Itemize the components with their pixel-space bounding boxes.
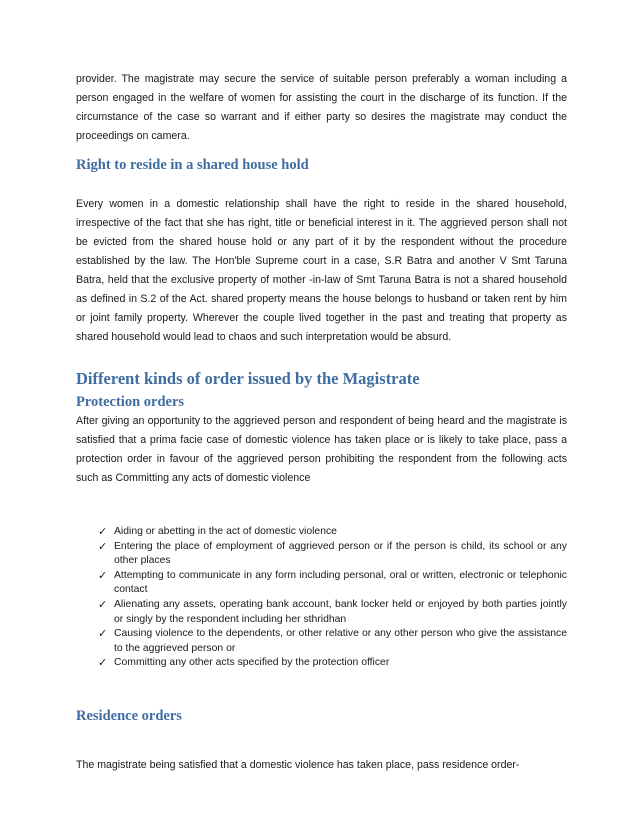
list-item	[98, 598, 567, 627]
list-item-text: Attempting to communicate in any form including personal, oral or written, electronic or telephonic contact	[114, 569, 567, 596]
heading-right-to-reside: Right to reside in a shared house hold	[76, 157, 309, 173]
protection-paragraph: After giving an opportunity to the aggrieved person and respondent of being heard and the magistrate is satisfied that a prima facie case of domestic violence has taken place or is likely to take place, pass a protection order in favour of the aggrieved person prohibiting the respondent from the following acts such as Committing any acts of domestic violence	[76, 415, 567, 484]
intro-paragraph: provider. The magistrate may secure the service of suitable person preferably a woman including a person engaged in the welfare of women for assisting the court in the discharge of its function. If the circumstance of the case so warrant and if either party so desires the magistrate may conduct the proceedings on camera.	[76, 73, 567, 142]
reside-paragraph: Every women in a domestic relationship shall have the right to reside in the shared household, irrespective of the fact that she has right, title or beneficial interest in it. The aggrieved person shall not be evicted from the shared house hold or any part of it by the respondent without the procedure established by the law. The Hon'ble Supreme court in a case, S.R Batra and another V Smt Taruna Batra, held that the exclusive property of mother -in-law of Smt Taruna Batra is not a shared household as defined in S.2 of the Act. shared property means the house belongs to husband or taken rent by him or joint family property. Wherever the couple lived together in the past and treating that property as shared household would lead to chaos and such interpretation would be absurd.	[76, 198, 567, 343]
heading-protection-orders: Protection orders	[76, 394, 185, 410]
list-item	[98, 627, 567, 656]
check-mark-icon: ✓	[98, 568, 108, 582]
list-item	[98, 569, 567, 598]
list-item	[98, 540, 567, 569]
list-item-text: Entering the place of employment of aggrieved person or if the person is child, its school or any other places	[114, 540, 567, 567]
list-item-text: Committing any other acts specified by the protection officer	[114, 657, 390, 669]
check-mark-icon: ✓	[98, 597, 108, 611]
list-item-text: Causing violence to the dependents, or other relative or any other person who give the assistance to the aggrieved person or	[114, 628, 567, 654]
heading-kinds-of-order: Different kinds of order issued by the Magistrate	[76, 369, 420, 388]
protection-acts-list	[76, 525, 567, 671]
list-item	[98, 656, 567, 671]
list-item-text: Alienating any assets, operating bank account, bank locker held or enjoyed by both parties jointly or singly by the respondent including her sthridhan	[114, 598, 567, 625]
check-mark-icon: ✓	[98, 539, 108, 553]
list-item	[98, 525, 567, 540]
document-page	[76, 73, 567, 775]
check-mark-icon: ✓	[98, 525, 108, 538]
check-mark-icon: ✓	[98, 656, 108, 670]
list-item-text: Aiding or abetting in the act of domestic violence	[114, 526, 337, 537]
check-mark-icon: ✓	[98, 627, 108, 641]
residence-paragraph: The magistrate being satisfied that a domestic violence has taken place, pass residence order-	[76, 758, 520, 771]
heading-residence-orders: Residence orders	[76, 707, 182, 724]
